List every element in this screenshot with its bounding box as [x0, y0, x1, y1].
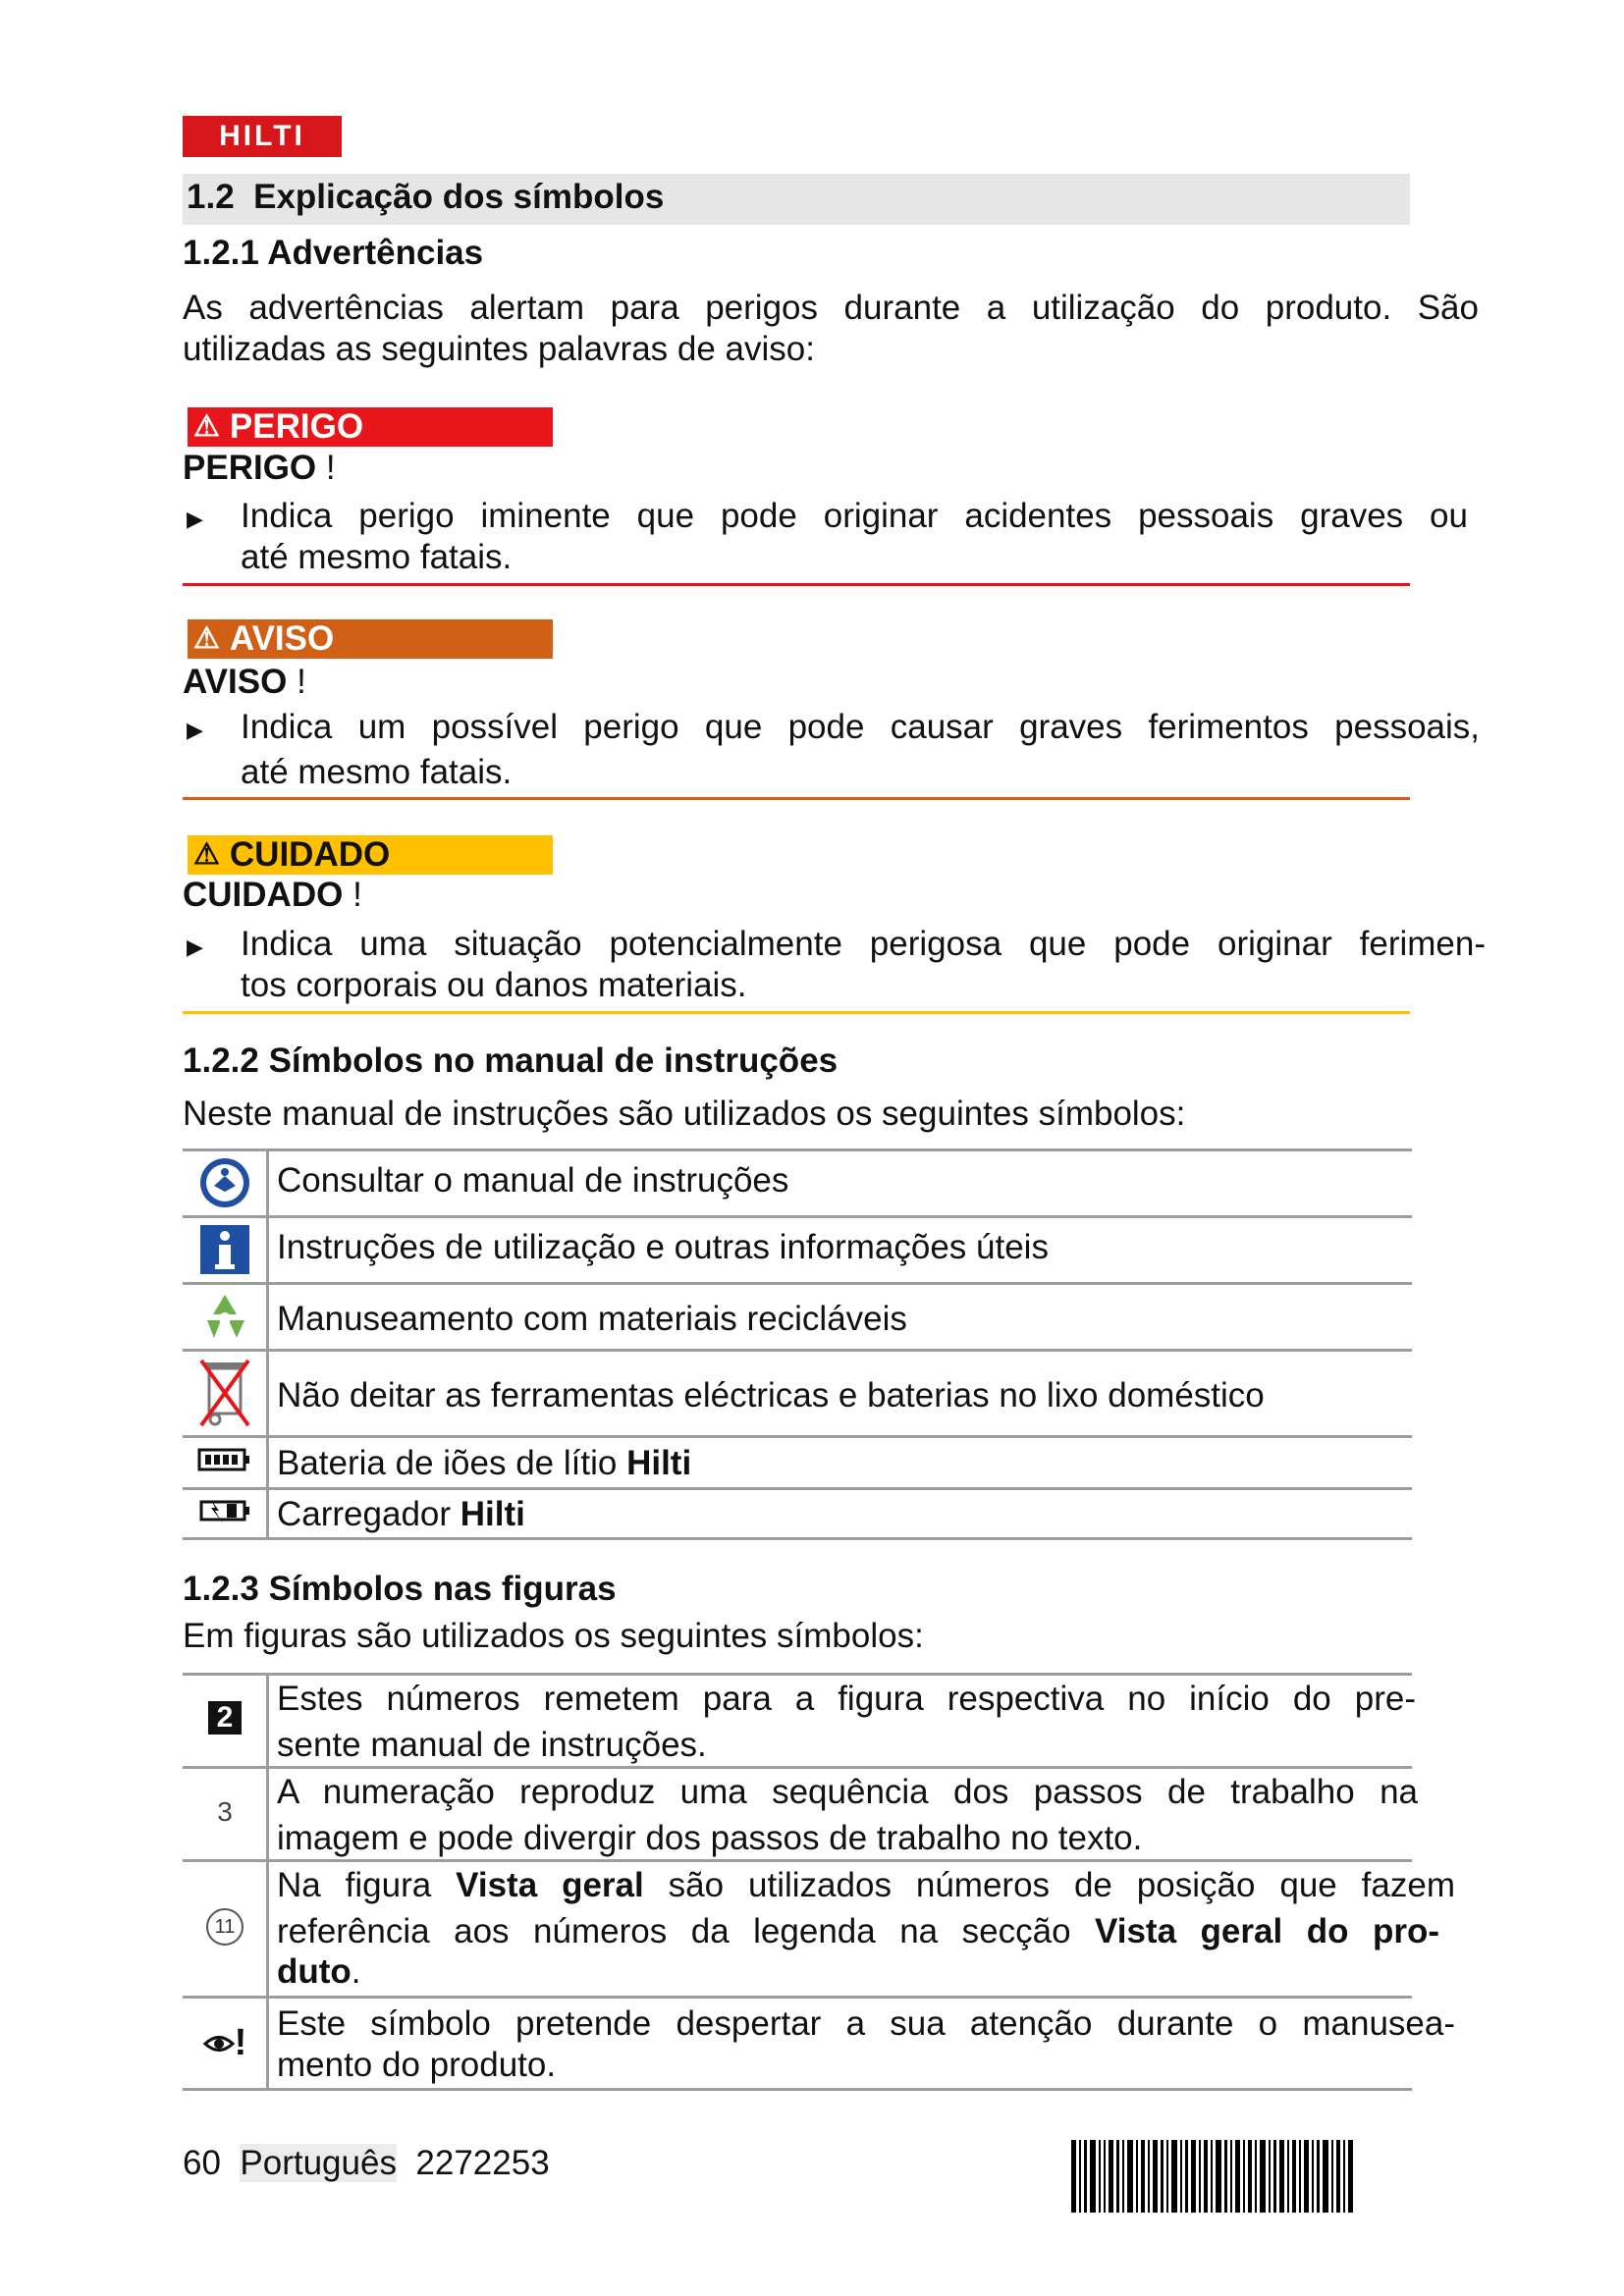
position-number-icon: [187, 1908, 263, 1948]
caution-word: [183, 876, 362, 915]
bold-term: Vista geral: [456, 1866, 644, 1904]
text-run: .: [351, 1952, 361, 1991]
table-rule: [183, 1537, 1412, 1540]
table-rule: [183, 1435, 1412, 1438]
figure-symbol-text-line-2: [277, 1910, 1439, 1952]
step-number-icon: 3: [217, 1796, 233, 1827]
bullet-icon: ▶: [187, 507, 203, 531]
document-code: 2272253: [415, 2144, 550, 2182]
figure-number-glyph: 2: [208, 1701, 242, 1735]
text-run: referência aos números da legenda na secção: [277, 1912, 1096, 1950]
manual-symbol-text: [277, 1493, 525, 1535]
hilti-logo: HILTI: [183, 116, 342, 157]
warning-text-line-1: Indica um possível perigo que pode causar graves ferimentos pessoais,: [241, 708, 1480, 746]
table-rule: [183, 1996, 1412, 1999]
warning-text-line-2: até mesmo fatais.: [241, 753, 513, 791]
charger-icon: [187, 1496, 263, 1529]
manual-symbol-text: Manuseamento com materiais recicláveis: [277, 1300, 907, 1338]
charger-text: Carregador: [277, 1495, 460, 1533]
recycle-icon: [187, 1289, 263, 1344]
read-manual-icon: [187, 1156, 263, 1209]
danger-signal-panel: [188, 407, 553, 447]
manual-symbol-text: Consultar o manual de instruções: [277, 1161, 789, 1200]
table-rule: [183, 1282, 1412, 1285]
warning-exclamation: !: [297, 663, 306, 701]
figure-symbol-text-line-2: imagem e pode divergir dos passos de trabalho no texto.: [277, 1819, 1143, 1857]
section-title: [187, 178, 664, 217]
table-rule: [183, 1487, 1412, 1490]
manual-symbols-heading: 1.2.2 Símbolos no manual de instruções: [183, 1041, 839, 1080]
table-rule: [183, 1148, 1412, 1151]
bold-term: Vista geral do pro-: [1095, 1912, 1439, 1950]
manual-symbol-text: Não deitar as ferramentas eléctricas e baterias no lixo doméstico: [277, 1376, 1265, 1415]
caution-exclamation: !: [352, 876, 362, 914]
warning-triangle-icon: ⚠: [193, 838, 220, 871]
attention-eye-icon: [187, 2022, 263, 2063]
figure-symbol-text-line-2: sente manual de instruções.: [277, 1726, 707, 1764]
danger-text-line-1: Indica perigo iminente que pode originar acidentes pessoais graves ou: [241, 497, 1468, 535]
warnings-intro-line-1: As advertências alertam para perigos durante a utilização do produto. São: [183, 289, 1479, 327]
info-icon: [187, 1223, 263, 1276]
footer-language: Português: [240, 2144, 397, 2182]
warning-triangle-icon: ⚠: [193, 410, 220, 443]
caution-signal-label: CUIDADO: [229, 835, 391, 874]
table-rule: [183, 1859, 1412, 1862]
caution-text-line-2: tos corporais ou danos materiais.: [241, 966, 747, 1004]
table-divider: [266, 1148, 269, 1540]
danger-exclamation: !: [325, 449, 336, 487]
figure-symbol-text-line-2: mento do produto.: [277, 2046, 557, 2084]
figure-symbols-intro: Em figuras são utilizados os seguintes símbolos:: [183, 1617, 924, 1655]
battery-icon: [187, 1447, 263, 1476]
danger-signal-label: PERIGO: [229, 407, 364, 446]
manual-symbol-text: [277, 1442, 691, 1484]
text-run: são utilizados números de posição que fazem: [643, 1866, 1455, 1904]
table-rule: [183, 1766, 1412, 1769]
warning-signal-label: AVISO: [229, 619, 335, 658]
caution-signal-panel: [188, 835, 553, 875]
page-footer: [183, 2142, 550, 2184]
battery-text: Bateria de iões de lítio: [277, 1444, 627, 1482]
figure-number-icon: [187, 1701, 263, 1740]
figure-symbols-heading: 1.2.3 Símbolos nas figuras: [183, 1570, 617, 1608]
warning-triangle-icon: ⚠: [193, 622, 220, 655]
figure-symbol-text-line-1: Este símbolo pretende despertar a sua atenção durante o manusea-: [277, 2004, 1455, 2043]
figure-symbol-text-line-1: [277, 1864, 1455, 1906]
attention-exclamation: !: [234, 2022, 247, 2063]
page-number: 60: [183, 2144, 221, 2182]
section-number: 1.2: [187, 178, 235, 216]
manual-symbols-intro: Neste manual de instruções são utilizados os seguintes símbolos:: [183, 1095, 1186, 1133]
table-rule: [183, 2088, 1412, 2091]
table-rule: [183, 1215, 1412, 1218]
caution-word-text: CUIDADO: [183, 876, 344, 914]
figure-symbol-text-line-3: [277, 1950, 361, 1993]
danger-word: [183, 449, 336, 488]
section-title-text: Explicação dos símbolos: [253, 178, 665, 216]
table-rule: [183, 1349, 1412, 1352]
text-run: Na figura: [277, 1866, 457, 1904]
caution-rule: [183, 1011, 1410, 1014]
bullet-icon: ▶: [187, 718, 203, 742]
warning-word-text: AVISO: [183, 663, 288, 701]
warnings-heading: 1.2.1 Advertências: [183, 234, 484, 272]
warning-signal-panel: [188, 619, 553, 659]
figure-symbol-text-line-1: A numeração reproduz uma sequência dos passos de trabalho na: [277, 1773, 1418, 1811]
warnings-intro-line-2: utilizadas as seguintes palavras de aviso:: [183, 330, 815, 368]
danger-rule: [183, 583, 1410, 586]
warning-rule: [183, 797, 1410, 800]
brand-name: Hilti: [626, 1444, 692, 1482]
danger-text-line-2: até mesmo fatais.: [241, 538, 513, 576]
caution-text-line-1: Indica uma situação potencialmente perigosa que pode originar ferimen-: [241, 925, 1486, 963]
bold-term: duto: [277, 1952, 352, 1991]
danger-word-text: PERIGO: [183, 449, 317, 487]
warning-word: [183, 663, 306, 702]
brand-name: Hilti: [460, 1495, 525, 1533]
figure-symbol-text-line-1: Estes números remetem para a figura respectiva no início do pre-: [277, 1680, 1416, 1718]
barcode: [1071, 2140, 1409, 2213]
table-divider: [266, 1673, 269, 2091]
manual-symbol-text: Instruções de utilização e outras informações úteis: [277, 1228, 1049, 1266]
crossed-bin-icon: [187, 1355, 263, 1431]
position-number-glyph: 11: [206, 1908, 244, 1946]
table-rule: [183, 1673, 1412, 1676]
bullet-icon: ▶: [187, 934, 203, 959]
